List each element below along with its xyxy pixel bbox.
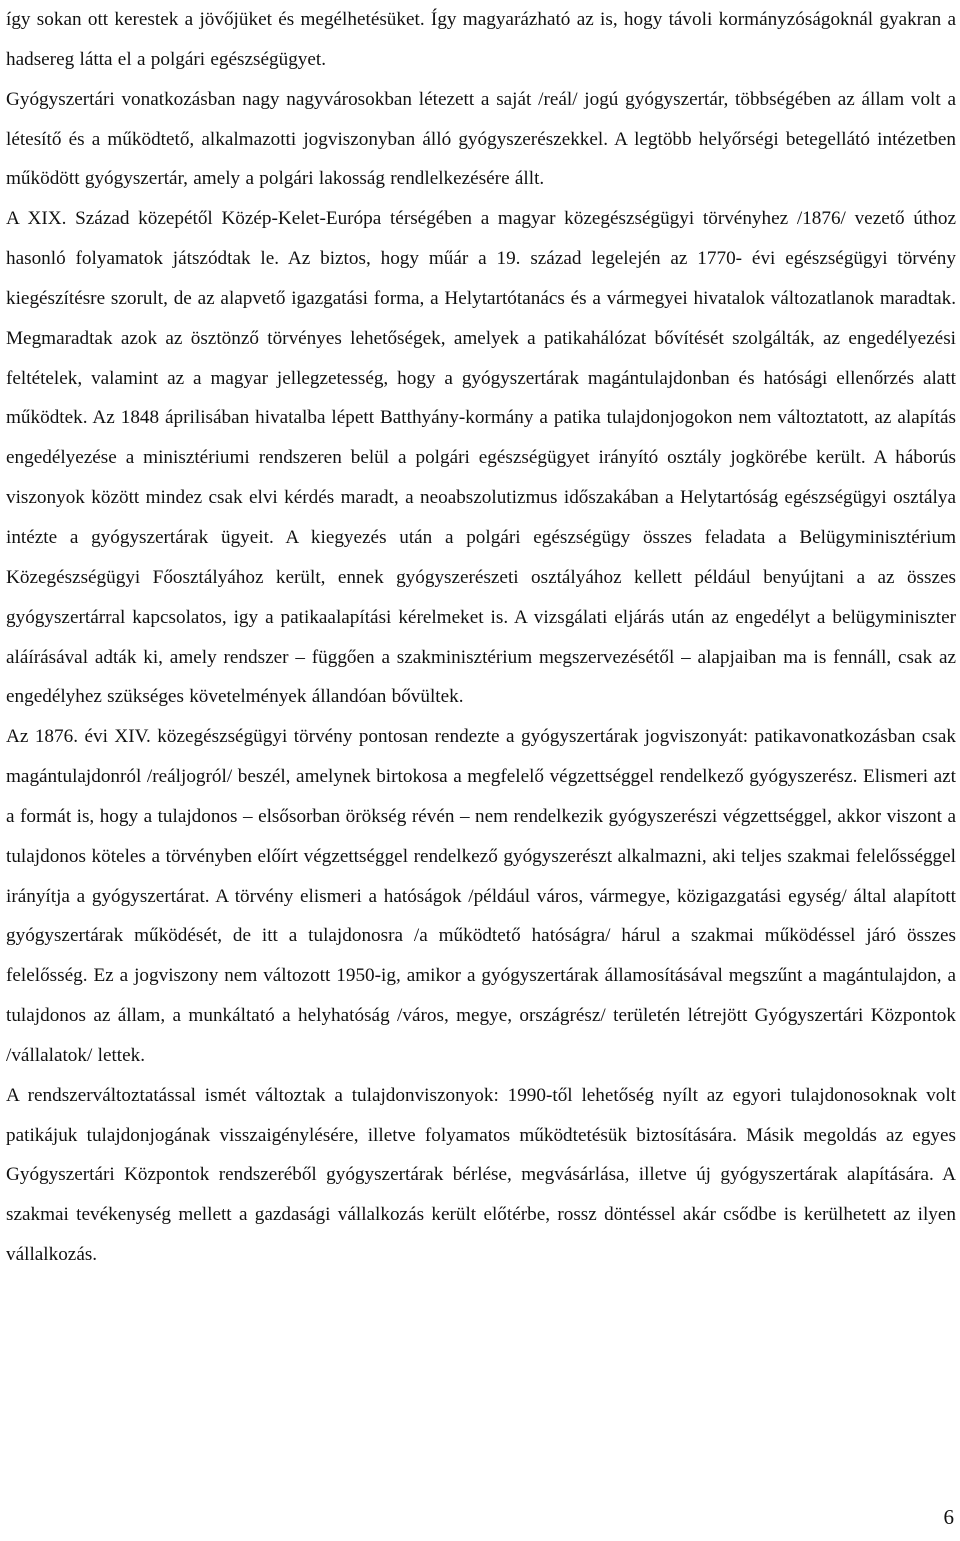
paragraph-4: Az 1876. évi XIV. közegészségügyi törvény pontosan rendezte a gyógyszertárak jogviszonyát: patikavonatkozásban csak magántulajdonról /reáljogról/ beszél, amelynek birtokosa a megfelelő végzettséggel rendelkező gyógyszerész. Elismeri azt a formát is, hogy a tulajdonos – elsősorban örökség révén – nem rendelkezik gyógyszerészi végzettséggel, akkor viszont a tulajdonos köteles a törvényben előírt végzettséggel rendelkező gyógyszerészt alkalmazni, aki teljes szakmai felelősséggel irányítja a gyógyszertárat. A törvény elismeri a hatóságok /például város, vármegye, közigazgatási egység/ által alapított gyógyszertárak működését, de itt a tulajdonosra /a működtető hatóságra/ hárul a szakmai működéssel járó összes felelősség. Ez a jogviszony nem változott 1950-ig, amikor a gyógyszertárak államosításával megszűnt a magántulajdon, a tulajdonos az állam, a munkáltató a helyhatóság /város, megye, országrész/ területén létrejött Gyógyszertári Központok /vállalatok/ lettek.	[6, 726, 956, 1066]
paragraph-1: így sokan ott kerestek a jövőjüket és megélhetésüket. Így magyarázható az is, hogy távoli kormányzóságoknál gyakran a hadsereg látta el a polgári egészségügyet.	[6, 9, 956, 70]
paragraph-2: Gyógyszertári vonatkozásban nagy nagyvárosokban létezett a saját /reál/ jogú gyógyszertár, többségében az állam volt a létesítő és a működtető, alkalmazotti jogviszonyban álló gyógyszerészekkel. A legtöbb helyőrségi betegellátó intézetben működött gyógyszertár, amely a polgári lakosság rendlelkezésére állt.	[6, 88, 956, 190]
page-number: 6	[943, 1505, 954, 1529]
paragraph-3: A XIX. Század közepétől Közép-Kelet-Európa térségében a magyar közegészségügyi törvényhez /1876/ vezető úthoz hasonló folyamatok játszódtak le. Az biztos, hogy műár a 19. század legelején az 1770- évi egészségügyi törvény kiegészítésre szorult, de az alapvető igazgatási forma, a Helytartótanács és a vármegyei hivatalok változatlanok maradtak. Megmaradtak azok az ösztönző törvényes lehetőségek, amelyek a patikahálózat bővítését szolgálták, az engedélyezési feltételek, valamint az a magyar jellegzetesség, hogy a gyógyszertárak magántulajdonban és hatósági ellenőrzés alatt működtek. Az 1848 áprilisában hivatalba lépett Batthyány-kormány a patika tulajdonjogokon nem változtatott, az alapítás engedélyezése a minisztériumi rendszeren belül a polgári egészségügyet irányító osztály jogkörébe került. A háborús viszonyok között mindez csak elvi kérdés maradt, a neoabszolutizmus időszakában a Helytartóság egészségügyi osztálya intézte a gyógyszertárak ügyeit. A kiegyezés után a polgári egészségügy összes feladata a Belügyminisztérium Közegészségügyi Főosztályához került, ennek gyógyszerészeti osztályához kellett például benyújtani a az összes gyógyszertárral kapcsolatos, igy a patikaalapítási kérelmeket is. A vizsgálati eljárás után az engedélyt a belügyminiszter aláírásával adták ki, amely rendszer – függően a szakminisztérium megszervezésétől – alapjaiban ma is fennáll, csak az engedélyhez szükséges követelmények állandóan bővültek.	[6, 208, 956, 708]
paragraph-5: A rendszerváltoztatással ismét változtak a tulajdonviszonyok: 1990-től lehetőség nyílt az egyori tulajdonosoknak volt patikájuk tulajdonjogának visszaigénylésére, illetve folyamatos működtetésük biztosítására. Másik megoldás az egyes Gyógyszertári Központok rendszeréből gyógyszertárak bérlése, megvásárlása, illetve új gyógyszertárak alapítására. A szakmai tevékenység mellett a gazdasági vállalkozás került előtérbe, rossz döntéssel akár csődbe is kerülhetett az ilyen vállalkozás.	[6, 1084, 956, 1266]
document-page	[6, 0, 956, 1275]
